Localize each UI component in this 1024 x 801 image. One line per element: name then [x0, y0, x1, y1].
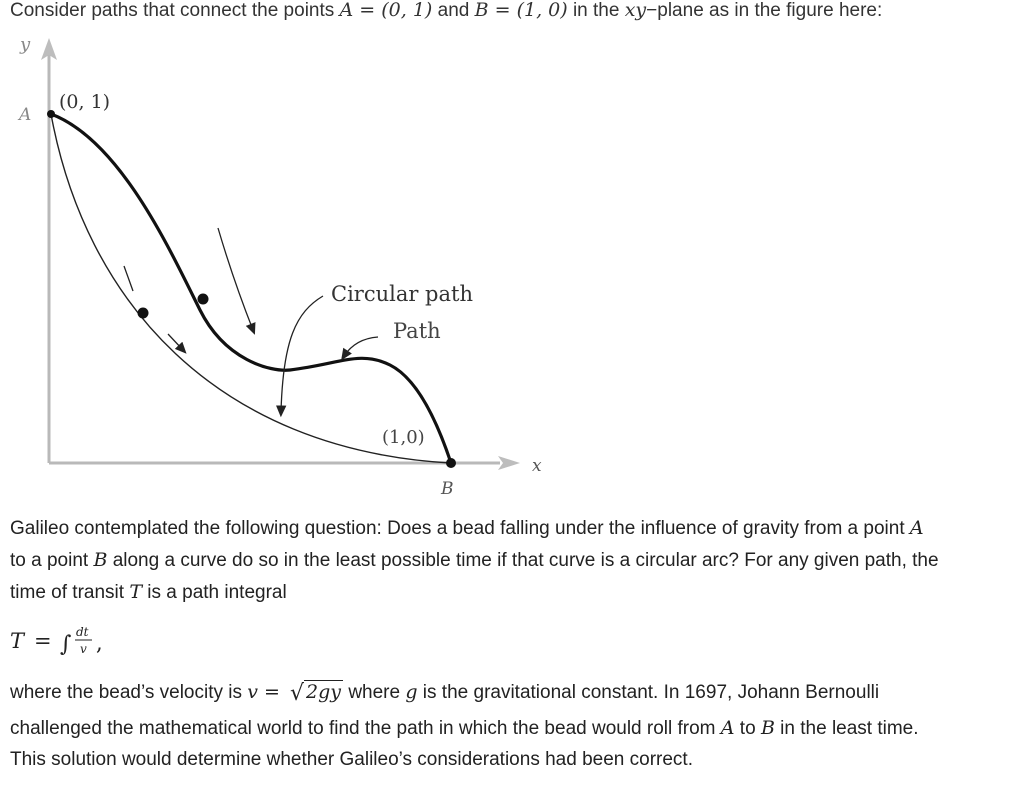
x-axis-label: x: [532, 456, 542, 476]
closing-v: v: [247, 681, 259, 703]
intro-and: and: [432, 0, 475, 21]
closing-line-2: [10, 712, 919, 745]
x-axis-arrow: [498, 456, 520, 470]
intro-suffix: −plane as in the figure here:: [646, 0, 883, 21]
intro-mid: in the: [567, 0, 625, 21]
closing-line-2-end: in the least time.: [774, 718, 919, 739]
point-a-label: A: [19, 105, 32, 125]
closing-where: where: [343, 682, 406, 703]
circular-path-label: Circular path: [331, 282, 473, 306]
closing-line-1-end: is the gravitational constant. In 1697, Johann Bernoulli: [417, 682, 880, 703]
closing-line-3: [10, 744, 693, 776]
sqrt-sign: √: [290, 681, 305, 706]
question-line-3-end: is a path integral: [142, 582, 287, 603]
question-t: T: [129, 581, 143, 603]
question-line-3-start: time of transit: [10, 582, 130, 603]
question-line-1-text: Galileo contemplated the following question: Does a bead falling under the influence of gravity from a point: [10, 518, 910, 539]
point-a-dot: [47, 110, 55, 118]
closing-g: g: [405, 681, 418, 703]
closing-to: to: [734, 718, 761, 739]
bead-on-circular-path: [138, 308, 149, 319]
coord-b-label: (1,0): [382, 427, 425, 448]
path-leader: [344, 337, 378, 356]
question-point-a: A: [909, 517, 924, 539]
sqrt-expression: [286, 676, 343, 710]
formula-equals: =: [34, 629, 52, 653]
circular-path-leader: [281, 296, 323, 412]
question-line-2-end: along a curve do so in the least possible time if that curve is a circular arc? For any given path, the: [107, 550, 939, 571]
formula-integral: ∫: [60, 632, 72, 657]
question-line-2: [10, 544, 939, 577]
general-motion-arrow: [218, 228, 253, 330]
question-point-b: B: [93, 549, 108, 571]
point-b-dot: [446, 458, 456, 468]
coord-a-label: (0, 1): [59, 91, 111, 113]
formula-denominator: v: [80, 642, 87, 656]
question-line-1: [10, 512, 924, 545]
closing-point-b: B: [760, 717, 775, 739]
formula-comma: ,: [96, 631, 103, 655]
closing-line-3-text: This solution would determine whether Galileo’s considerations had been correct.: [10, 749, 693, 770]
closing-line-2-start: challenged the mathematical world to find the path in which the bead would roll from: [10, 718, 721, 739]
sqrt-radicand: 2gy: [306, 681, 342, 703]
circular-motion-arrow: [168, 334, 183, 350]
plane-math: xy: [624, 0, 647, 21]
point-b-label: B: [441, 479, 454, 499]
closing-line-1: [10, 676, 879, 710]
intro-prefix: Consider paths that connect the points: [10, 0, 340, 21]
point-b-math: B = (1, 0): [474, 0, 568, 21]
question-line-3: [10, 576, 287, 609]
closing-line-1-start: where the bead’s velocity is: [10, 682, 248, 703]
intro-text: [10, 0, 882, 27]
bead-on-general-path: [198, 294, 209, 305]
transit-time-formula: [10, 622, 130, 662]
path-label: Path: [393, 319, 441, 343]
circular-motion-tick: [124, 266, 133, 291]
closing-point-a: A: [720, 717, 735, 739]
y-axis-label: y: [20, 34, 31, 55]
question-line-2-start: to a point: [10, 550, 94, 571]
closing-equals: =: [258, 681, 287, 703]
paths-figure: [0, 32, 620, 502]
point-a-math: A = (0, 1): [339, 0, 433, 21]
formula-lhs: T: [10, 629, 25, 653]
formula-numerator: dt: [76, 625, 89, 639]
